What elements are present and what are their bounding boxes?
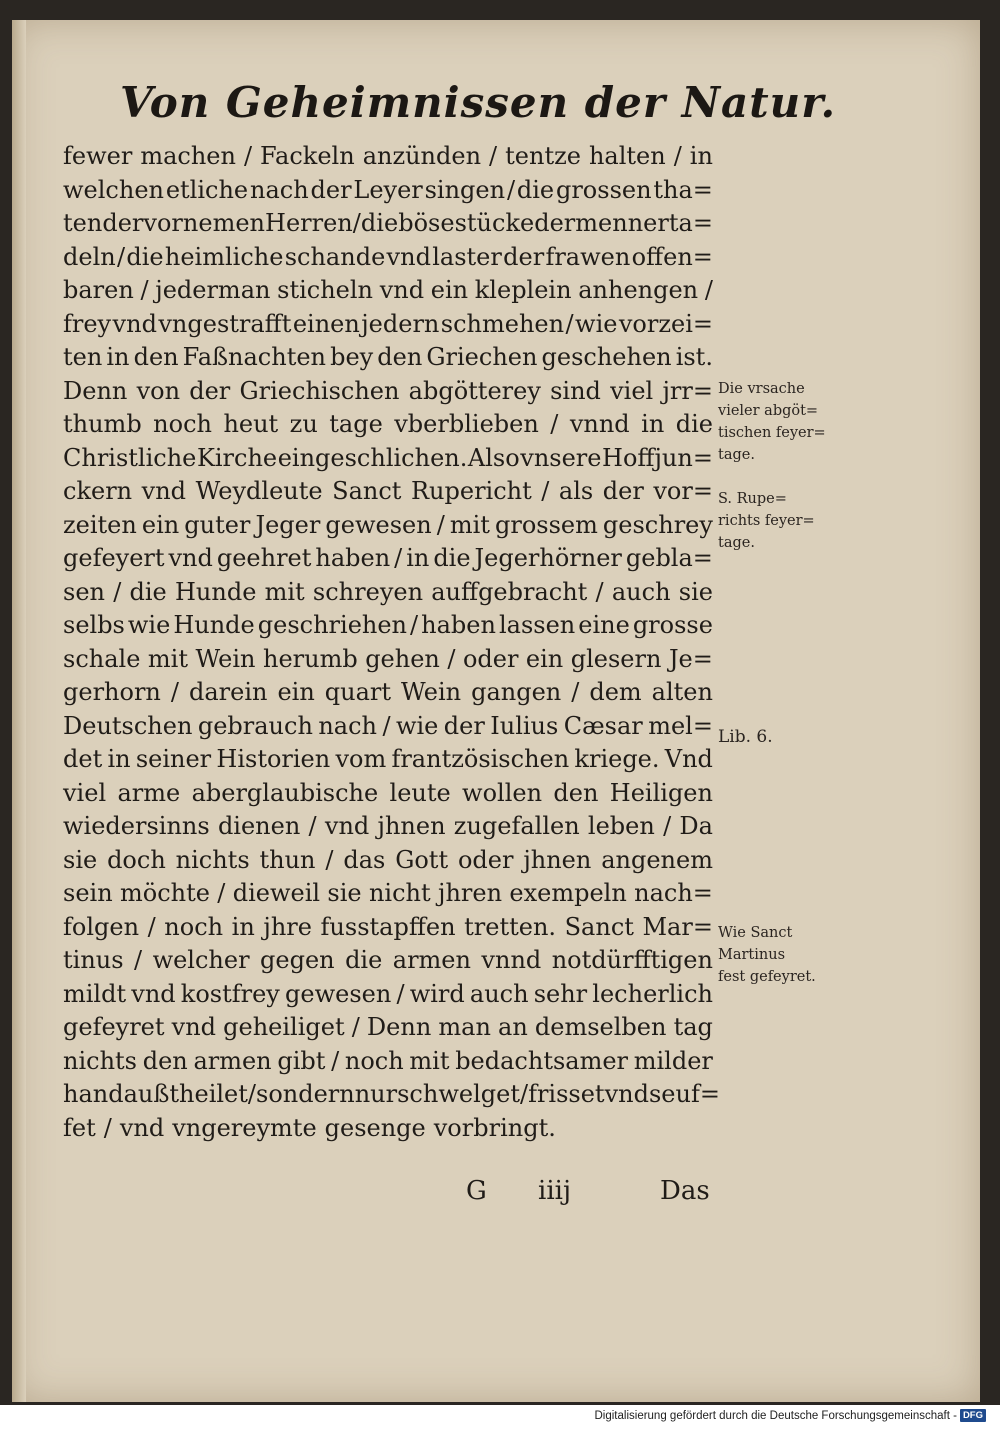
text-line: frey vnd vngestrafft einen jedern schmehen / wie vorzei= [63,309,713,338]
marginal-note-line: Die vrsache [718,381,805,397]
text-line: viel arme aberglaubische leute wollen den Heiligen [63,778,713,807]
text-line: thumb noch heut zu tage vberblieben / vnnd in die [63,410,713,438]
text-line: hand außtheilet / sondern nur schwelget / frisset vnd seuf= [63,1080,720,1108]
marginal-note-line: richts feyer= [718,513,815,529]
marginal-note-line: S. Rupe= [718,491,787,507]
marginal-note-line: Wie Sanct [718,925,793,941]
text-line: wiedersinns dienen / vnd jhnen zugefallen leben / Da [63,812,713,840]
text-line: deln / die heimliche schande vnd laster der frawen offen= [63,242,713,271]
signature-number: iiij [538,1176,572,1206]
text-line: ten der vornemen Herren / die böse stücke der menner ta= [63,209,713,237]
marginal-note-line: vieler abgöt= [718,403,819,419]
text-line: Deutschen gebrauch nach / wie der Iulius Cæsar mel= [63,711,713,740]
marginal-note-3 [718,726,848,748]
text-line: gerhorn / darein ein quart Wein gangen / dem alten [63,678,713,706]
marginal-note-line: fest gefeyret. [718,969,816,985]
text-line: baren / jederman sticheln vnd ein kleplein anhengen / [63,276,713,304]
marginal-note-line: Martinus [718,947,786,963]
marginal-note-2 [718,488,848,554]
text-line: ten in den Faßnachten bey den Griechen geschehen ist. [63,343,713,371]
text-line: mildt vnd kostfrey gewesen / wird auch sehr lecherlich [63,979,713,1008]
text-line: sen / die Hunde mit schreyen auffgebracht / auch sie [63,577,713,606]
marginal-note-line: tage. [718,535,755,551]
marginal-note-4 [718,922,848,988]
running-head: Von Geheimnissen der Natur. [120,78,837,127]
marginal-note-1 [718,378,848,466]
marginal-note-line: tischen feyer= [718,425,826,441]
text-line: folgen / noch in jhre fusstapffen tretten. Sanct Mar= [63,912,713,941]
text-line: schale mit Wein herumb gehen / oder ein glesern Je= [63,644,713,673]
text-line: nichts den armen gibt / noch mit bedachtsamer milder [63,1046,713,1075]
text-line: ckern vnd Weydleute Sanct Rupericht / als der vor= [63,477,713,505]
text-line: Christliche Kirche eingeschlichen. Also vnsere Hoffjun= [63,443,713,472]
catchword: Das [660,1176,710,1206]
text-line: det in seiner Historien vom frantzösischen kriege. Vnd [63,745,713,773]
text-line: Denn von der Griechischen abgötterey sind viel jrr= [63,376,713,405]
text-line: fewer machen / Fackeln anzünden / tentze halten / in [63,142,713,170]
text-line: sein möchte / dieweil sie nicht jhren exempeln nach= [63,879,713,907]
text-line: selbs wie Hunde geschriehen / haben lassen eine grosse [63,611,713,639]
text-line: gefeyert vnd geehret haben / in die Jegerhörner gebla= [63,544,713,572]
signature-mark: G [466,1176,487,1206]
marginal-note-line: Lib. 6. [718,727,773,747]
marginal-note-line: tage. [718,447,755,463]
footer-text: Digitalisierung gefördert durch die Deutsche Forschungsgemeinschaft - [594,1409,957,1422]
digitization-footer [595,1409,987,1422]
page-gutter-shadow [12,20,26,1402]
dfg-logo: DFG [960,1409,986,1422]
text-line: zeiten ein guter Jeger gewesen / mit grossem geschrey [63,510,713,539]
text-line: fet / vnd vngereymte gesenge vorbringt. [63,1113,556,1142]
text-line: sie doch nichts thun / das Gott oder jhnen angenem [63,845,713,874]
text-line: tinus / welcher gegen die armen vnnd notdürfftigen [63,946,713,974]
text-line: welchen etliche nach der Leyer singen / die grossen tha= [63,175,713,204]
body-text [63,140,720,1145]
text-line: gefeyret vnd geheiliget / Denn man an demselben tag [63,1013,713,1041]
